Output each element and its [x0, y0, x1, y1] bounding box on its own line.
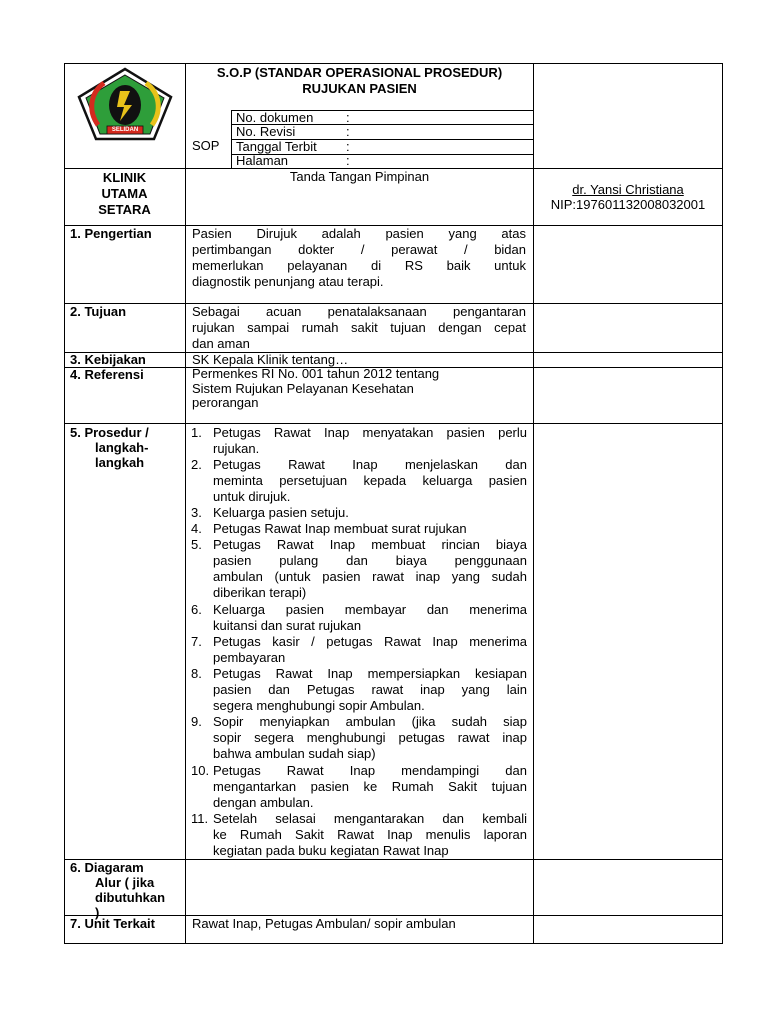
section-text-kebijakan: SK Kepala Klinik tentang… [192, 352, 349, 367]
text-line: bahwa ambulan sudah siap) [213, 746, 376, 761]
text-line: pembayaran [213, 650, 286, 665]
signer-name: dr. Yansi Christiana [572, 182, 684, 197]
field-sep: : [346, 153, 350, 168]
section-label-unit-terkait: 7. Unit Terkait [70, 916, 156, 931]
item-number: 10. [191, 763, 210, 778]
section-text-unit-terkait: Rawat Inap, Petugas Ambulan/ sopir ambulan [192, 916, 456, 931]
text-line: Sebagai acuan penatalaksanaan pengantaran [192, 304, 526, 319]
text-line: Keluarga pasien membayar dan menerima [213, 602, 527, 617]
clinic-logo [74, 67, 176, 143]
item-number: 11. [191, 811, 209, 826]
text-line: untuk dirujuk. [213, 489, 291, 504]
clinic-name-line: UTAMA [101, 186, 148, 201]
text-line: dan aman [192, 336, 250, 351]
text-line: diberikan terapi) [213, 585, 307, 600]
label-line: dibutuhkan [95, 890, 166, 905]
clinic-name [64, 170, 185, 218]
text-line: Petugas Rawat Inap membuat surat rujukan [213, 521, 467, 536]
item-number: 3. [191, 505, 202, 520]
text-line: rujukan. [213, 441, 260, 456]
item-number: 1. [191, 425, 202, 440]
section-label-referensi: 4. Referensi [70, 367, 144, 382]
field-sep: : [346, 124, 350, 139]
text-line: sopir segera menghubungi petugas rawat inap [213, 730, 527, 745]
text-line: ambulan (untuk pasien rawat inap yang sudah [213, 569, 527, 584]
field-label-no-revisi: No. Revisi [236, 124, 296, 139]
text-line: dengan ambulan. [213, 795, 314, 810]
signer-nip: NIP:197601132008032001 [550, 197, 706, 212]
text-line: pertimbangan dokter / perawat / bidan [192, 242, 526, 257]
section-text-pengertian [192, 226, 526, 290]
text-line: kegiatan pada buku kegiatan Rawat Inap [213, 843, 449, 858]
sop-title [186, 65, 533, 96]
section-label-kebijakan: 3. Kebijakan [70, 352, 146, 367]
sop-title-line1: S.O.P (STANDAR OPERASIONAL PROSEDUR) [216, 65, 503, 80]
text-line: perorangan [192, 395, 259, 410]
text-line: Petugas Rawat Inap menyatakan pasien perlu [213, 425, 527, 440]
text-line: Keluarga pasien setuju. [213, 505, 349, 520]
section-label-diagram [70, 860, 165, 920]
field-label-no-dokumen: No. dokumen [236, 110, 314, 125]
text-line: meminta persetujuan kepada keluarga pasien [213, 473, 527, 488]
section-text-tujuan [192, 304, 526, 352]
text-line: memerlukan pelayanan di RS baik untuk [192, 258, 526, 273]
text-line: Petugas Rawat Inap mempersiapkan kesiapan [213, 666, 527, 681]
section-text-referensi [192, 367, 526, 411]
item-number: 9. [191, 714, 202, 729]
item-number: 5. [191, 537, 202, 552]
text-line: Sistem Rujukan Pelayanan Kesehatan [192, 380, 414, 396]
text-line: ke Rumah Sakit Rawat Inap menulis laporan [213, 827, 527, 842]
field-sep: : [346, 110, 350, 125]
text-line: diagnostik penunjang atau terapi. [192, 274, 384, 289]
clinic-name-line: SETARA [98, 202, 151, 217]
text-line: pasien pulang dan biaya penggunaan [213, 553, 527, 568]
text-line: mengantarkan pasien ke Rumah Sakit tujuan [213, 779, 527, 794]
logo-banner-text: SELIDAN [111, 127, 139, 133]
item-number: 4. [191, 521, 202, 536]
field-sep: : [346, 139, 350, 154]
item-number: 2. [191, 457, 202, 472]
field-label-tanggal-terbit: Tanggal Terbit [236, 139, 317, 154]
sop-label: SOP [192, 138, 220, 153]
text-line: Petugas Rawat Inap menjelaskan dan [213, 457, 527, 472]
text-line: pasien dan Petugas rawat inap yang lain [213, 682, 527, 697]
section-label-pengertian: 1. Pengertian [70, 226, 152, 241]
text-line: Pasien Dirujuk adalah pasien yang atas [192, 226, 526, 241]
label-line: 5. Prosedur / [70, 425, 149, 440]
item-number: 8. [191, 666, 202, 681]
text-line: rujukan sampai rumah sakit tujuan dengan cepat [192, 320, 526, 335]
text-line: Petugas kasir / petugas Rawat Inap menerima [213, 634, 527, 649]
text-line: segera menghubungi sopir Ambulan. [213, 698, 425, 713]
label-line: Alur ( jika [95, 875, 155, 890]
field-label-halaman: Halaman [236, 153, 289, 168]
text-line: Setelah selasai mengantarakan dan kembali [213, 811, 527, 826]
label-line: langkah- [95, 440, 149, 455]
text-line: Sopir menyiapkan ambulan (jika sudah siap [213, 714, 527, 729]
text-line: Permenkes RI No. 001 tahun 2012 tentang [192, 366, 440, 381]
clinic-name-line: KLINIK [102, 170, 147, 185]
section-label-prosedur [70, 425, 149, 470]
label-line: langkah [95, 455, 145, 470]
label-line: ) [95, 905, 100, 920]
text-line: kuitansi dan surat rujukan [213, 618, 362, 633]
section-label-tujuan: 2. Tujuan [70, 304, 127, 319]
text-line: Petugas Rawat Inap mendampingi dan [213, 763, 527, 778]
signature-label: Tanda Tangan Pimpinan [289, 169, 430, 184]
sop-title-line2: RUJUKAN PASIEN [302, 80, 417, 96]
label-line: 6. Diagaram [70, 860, 144, 875]
text-line: Petugas Rawat Inap membuat rincian biaya [213, 537, 527, 552]
item-number: 7. [191, 634, 202, 649]
item-number: 6. [191, 602, 202, 617]
